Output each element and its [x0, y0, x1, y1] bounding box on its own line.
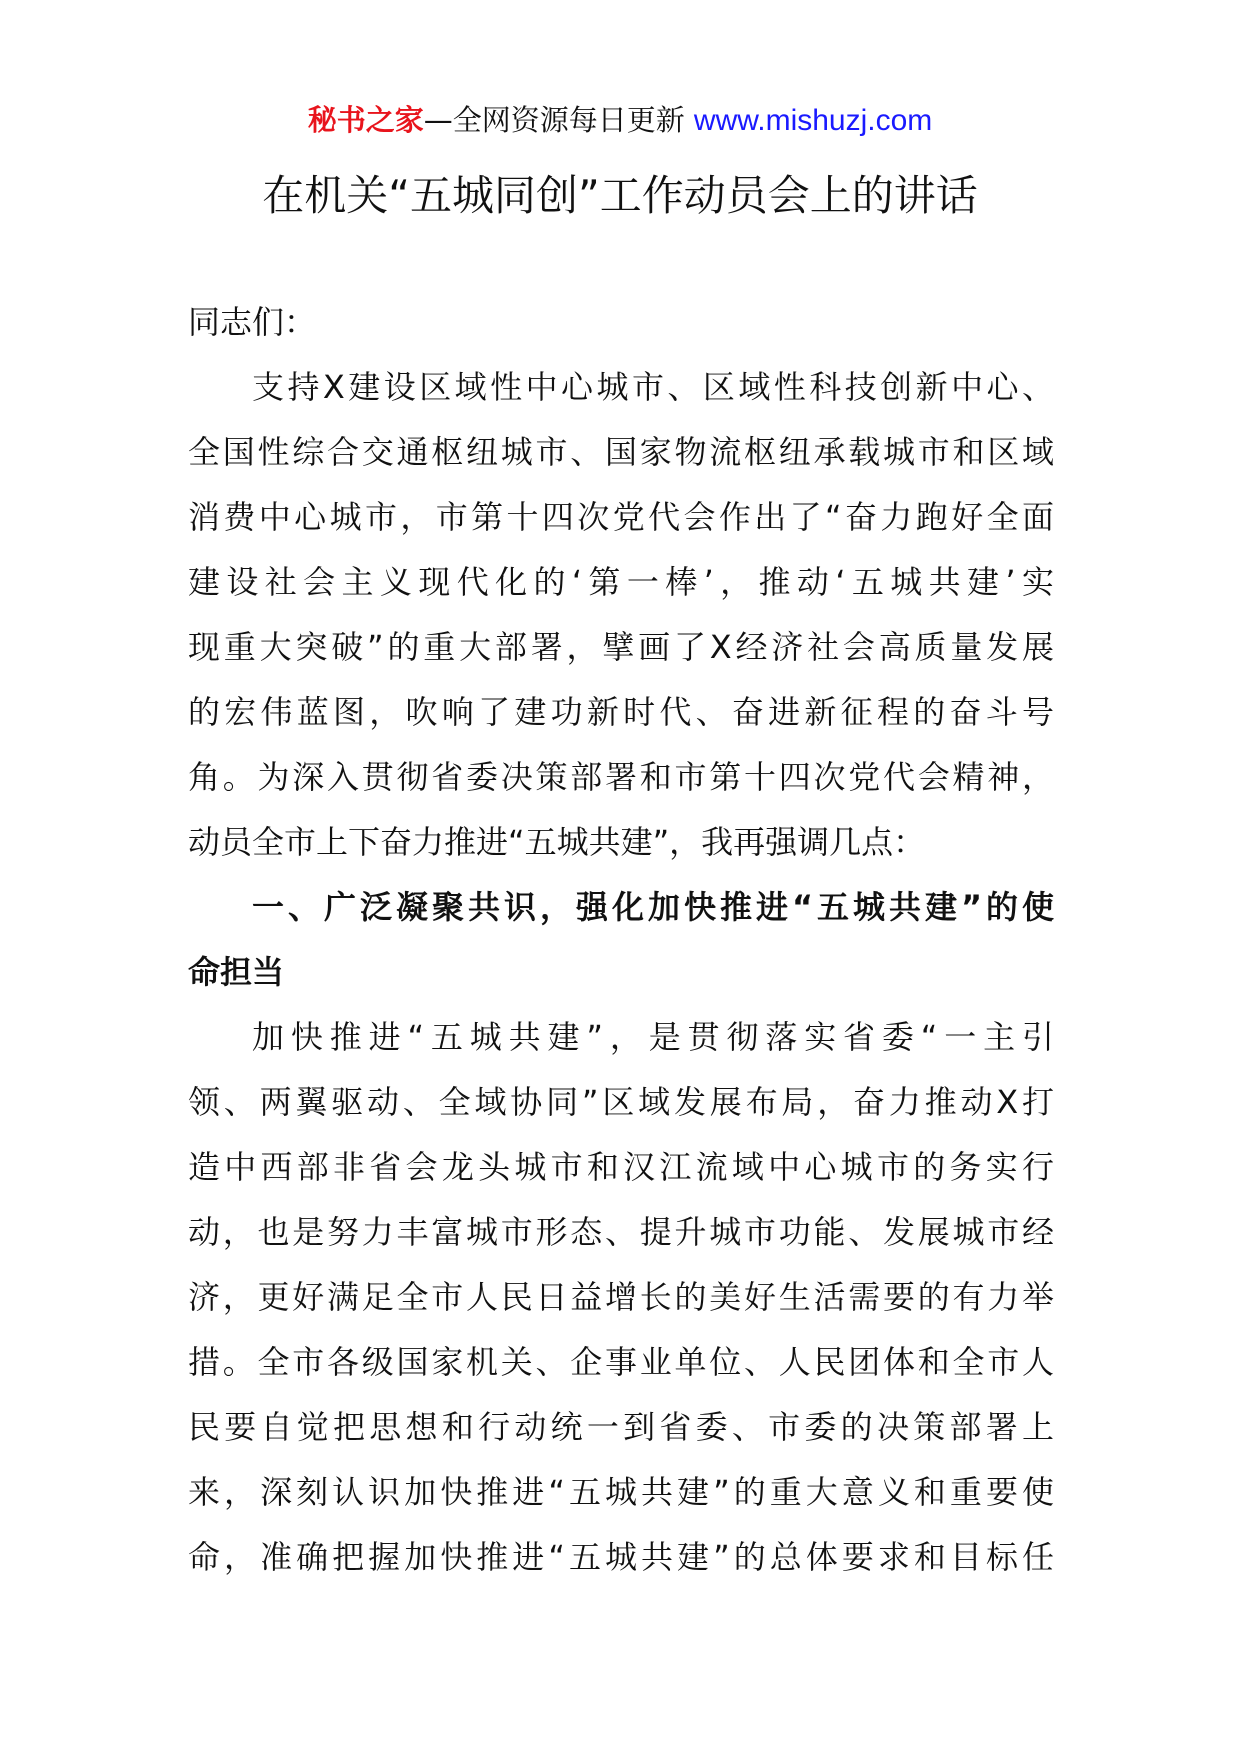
- brand-name: 秘书之家: [307, 103, 424, 137]
- text-line: 济，更好满足全市人民日益增长的美好生活需要的有力举: [188, 1278, 1054, 1316]
- text-line: 动员全市上下奋力推进“五城共建”，我再强调几点：: [188, 823, 926, 861]
- text-line: 来，深刻认识加快推进“五城共建”的重大意义和重要使: [188, 1473, 1054, 1511]
- text-line: 领、两翼驱动、全域协同”区域发展布局，奋力推动X打: [188, 1083, 1054, 1121]
- text-line: 民要自觉把思想和行动统一到省委、市委的决策部署上: [188, 1408, 1054, 1446]
- text-line: 动，也是努力丰富城市形态、提升城市功能、发展城市经: [188, 1213, 1054, 1251]
- text-line: 角。为深入贯彻省委决策部署和市第十四次党代会精神，: [188, 758, 1054, 796]
- text-line: 造中西部非省会龙头城市和汉江流域中心城市的务实行: [188, 1148, 1054, 1186]
- site-header: [0, 100, 1240, 141]
- header-tagline: —全网资源每日更新: [423, 103, 694, 137]
- salutation: 同志们：: [188, 303, 317, 341]
- site-url-link[interactable]: www.mishuzj.com: [693, 104, 933, 137]
- text-line: 现重大突破”的重大部署，擘画了X经济社会高质量发展: [188, 628, 1054, 666]
- section-heading: 一、广泛凝聚共识，强化加快推进“五城共建”的使: [252, 888, 1054, 926]
- text-line: 建设社会主义现代化的‘第一棒’，推动‘五城共建’实: [188, 563, 1054, 601]
- section-heading: 命担当: [188, 953, 285, 991]
- text-line: 命，准确把握加快推进“五城共建”的总体要求和目标任: [188, 1538, 1054, 1576]
- text-line: 加快推进“五城共建”，是贯彻落实省委“一主引: [252, 1018, 1054, 1056]
- text-line: 消费中心城市，市第十四次党代会作出了“奋力跑好全面: [188, 498, 1054, 536]
- document-title: 在机关“五城同创”工作动员会上的讲话: [262, 171, 978, 220]
- text-line: 支持X建设区域性中心城市、区域性科技创新中心、: [252, 368, 1054, 406]
- text-line: 全国性综合交通枢纽城市、国家物流枢纽承载城市和区域: [188, 433, 1054, 471]
- text-line: 的宏伟蓝图，吹响了建功新时代、奋进新征程的奋斗号: [188, 693, 1054, 731]
- document-body: [188, 292, 1054, 1592]
- text-line: 措。全市各级国家机关、企事业单位、人民团体和全市人: [188, 1343, 1054, 1381]
